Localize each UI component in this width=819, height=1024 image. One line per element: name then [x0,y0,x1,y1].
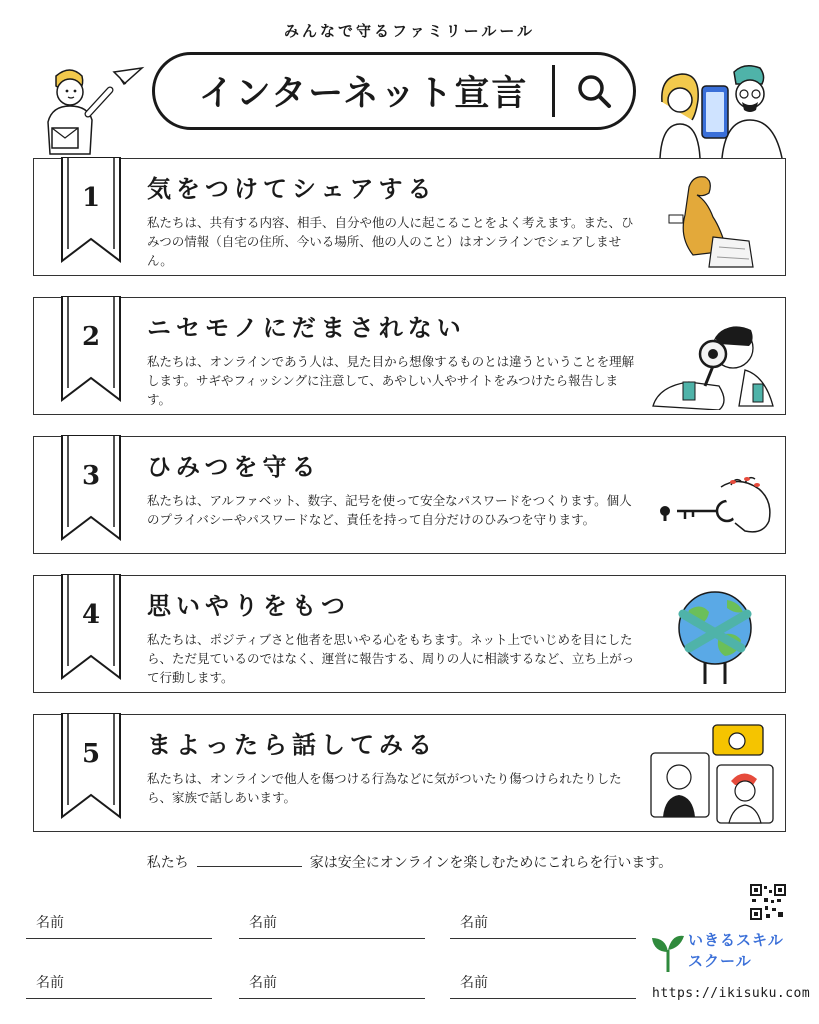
rule-card-2 [33,297,786,415]
signature-label: 名前 [36,915,64,931]
thinker-statue-icon [649,167,779,271]
signature-line [26,938,212,939]
rule-body: 私たちは、オンラインであう人は、見た目から想像するものとは違うということを理解します。サギやフィッシングに注意して、あやしい人やサイトをみつけたら報告します。 [147,354,635,407]
rule-body: 私たちは、アルファベット、数字、記号を使って安全なパスワードをつくります。個人のプライバシーやパスワードなど、責任を持って自分だけのひみつを守ります。 [147,493,632,527]
signature-label: 名前 [249,915,277,931]
rule-number: 5 [81,739,101,769]
signature-line [450,998,636,999]
qr-code-icon[interactable] [750,884,786,920]
earth-hugging-icon [649,584,779,688]
rule-heading: 気をつけてシェアする [147,175,437,203]
signature-field[interactable] [26,972,212,999]
family-name-blank[interactable] [197,866,302,867]
page-subtitle: みんなで守るファミリールール [283,22,536,40]
signature-line [239,998,425,999]
brand-name: いきるスキル スクール [688,931,784,970]
brand-logo[interactable] [650,928,800,976]
rule-body: 私たちは、オンラインで他人を傷つける行為などに気がついたり傷つけられたりしたら、家族で話しあいます。 [147,771,622,805]
rule-card-1 [33,158,786,276]
signature-field[interactable] [26,912,212,939]
signature-label: 名前 [249,975,277,991]
signature-label: 名前 [460,915,488,931]
signature-line [450,938,636,939]
rule-card-4 [33,575,786,693]
rule-heading: ひみつを守る [147,453,321,481]
couple-with-smartphone-icon [656,62,788,158]
rule-heading: 思いやりをもつ [147,592,350,620]
rule-heading: ニセモノにだまされない [147,314,466,342]
boy-with-paper-plane-icon [30,62,150,158]
pledge-suffix: 家は安全にオンラインを楽しむためにこれらを行います。 [309,855,673,871]
rule-number: 2 [81,322,101,352]
magnifying-glass-detective-icon [649,306,779,410]
signature-field[interactable] [450,972,636,999]
signature-field[interactable] [239,972,425,999]
rule-body: 私たちは、共有する内容、相手、自分や他の人に起こることをよく考えます。また、ひみつの情報（自宅の住所、今いる場所、他の人のこと）はオンラインでシェアしません。 [147,215,634,268]
website-url[interactable]: https://ikisuku.com [652,986,811,1001]
pledge-prefix: 私たち [146,855,189,871]
signature-label: 名前 [460,975,488,991]
rule-body: 私たちは、ポジティブさと他者を思いやる心をもちます。ネット上でいじめを目にしたら、ただ見ているのではなく、運営に報告する、周りの人に相談するなど、立ち上がって行動します。 [147,632,635,685]
title-search-bar [152,52,636,130]
rule-card-5 [33,714,786,832]
signature-field[interactable] [239,912,425,939]
signature-line [26,998,212,999]
signature-line [239,938,425,939]
search-icon [555,71,633,111]
signature-label: 名前 [36,975,64,991]
hand-holding-key-icon [649,445,779,549]
signature-field[interactable] [450,912,636,939]
rule-number: 4 [81,600,101,630]
rule-card-3 [33,436,786,554]
rule-number: 3 [81,461,101,491]
page-title: インターネット宣言 [198,74,529,114]
sprout-logo-icon [650,930,686,974]
chat-bubbles-people-icon [649,723,779,827]
rule-number: 1 [81,183,101,213]
rule-heading: まよったら話してみる [147,731,437,759]
pledge-statement [0,852,819,872]
